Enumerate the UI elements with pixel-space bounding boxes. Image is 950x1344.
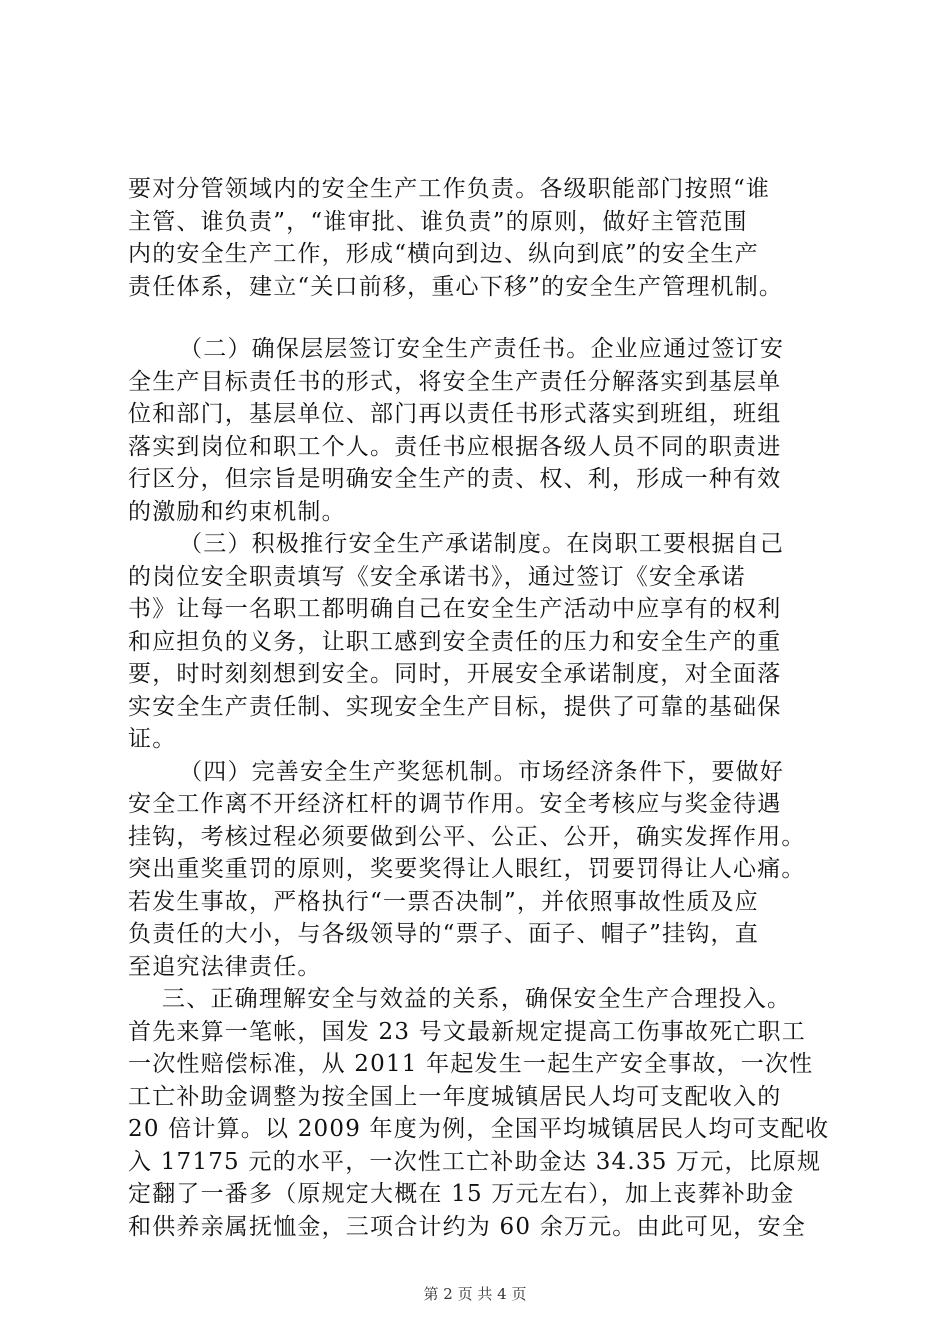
text-line: 实安全生产责任制、实现安全生产目标，提供了可靠的基础保 — [128, 693, 782, 720]
text-line: 和供养亲属抚恤金，三项合计约为 60 余万元。由此可见，安全 — [128, 1213, 806, 1240]
paragraph — [128, 333, 848, 528]
text-line: 书》让每一名职工都明确自己在安全生产活动中应享有的权利 — [128, 596, 782, 622]
text-line: 要，时时刻刻想到安全。同时，开展安全承诺制度，对全面落 — [128, 661, 782, 687]
text-line: 一次性赔偿标准，从 2011 年起发生一起生产安全事故，一次性 — [128, 1051, 814, 1077]
text-line: 行区分，但宗旨是明确安全生产的责、权、利，形成一种有效 — [128, 466, 782, 492]
paragraph — [128, 173, 848, 303]
text-line: 和应担负的义务，让职工感到安全责任的压力和安全生产的重 — [128, 628, 782, 655]
text-line: 首先来算一笔帐，国发 23 号文最新规定提高工伤事故死亡职工 — [128, 1018, 806, 1045]
text-line: 的岗位安全职责填写《安全承诺书》，通过签订《安全承诺 — [128, 563, 746, 590]
text-line: 位和部门，基层单位、部门再以责任书形式落实到班组，班组 — [128, 401, 782, 427]
text-line: 入 17175 元的水平，一次性工亡补助金达 34.35 万元，比原规 — [128, 1148, 822, 1175]
text-line: 三、正确理解安全与效益的关系，确保安全生产合理投入。 — [128, 986, 792, 1012]
text-line: 负责任的大小，与各级领导的“票子、面子、帽子”挂钩，直 — [128, 921, 759, 947]
text-line: 要对分管领域内的安全生产工作负责。各级职能部门按照“谁 — [128, 176, 771, 202]
paragraph-gap — [128, 303, 848, 333]
text-line: 工亡补助金调整为按全国上一年度城镇居民人均可支配收入的 — [128, 1083, 782, 1110]
text-line: 落实到岗位和职工个人。责任书应根据各级人员不同的职责进 — [128, 433, 782, 460]
text-line: 安全工作离不开经济杠杆的调节作用。安全考核应与奖金待遇 — [128, 791, 782, 817]
paragraph — [128, 983, 848, 1243]
text-line: 若发生事故，严格执行“一票否决制”，并依照事故性质及应 — [128, 888, 759, 915]
text-line: （二）确保层层签订安全生产责任书。企业应通过签订安 — [128, 336, 785, 362]
text-line: 20 倍计算。以 2009 年度为例，全国平均城镇居民人均可支配收 — [128, 1116, 830, 1142]
paragraph — [128, 528, 848, 756]
text-line: （三）积极推行安全生产承诺制度。在岗职工要根据自己 — [128, 531, 785, 557]
text-line: 突出重奖重罚的原则，奖要奖得让人眼红，罚要罚得让人心痛。 — [128, 856, 806, 882]
text-line: 内的安全生产工作，形成“横向到边、纵向到底”的安全生产 — [128, 241, 759, 267]
text-line: 主管、谁负责”，“谁审批、谁负责”的原则，做好主管范围 — [128, 208, 748, 235]
page-footer: 第 2 页 共 4 页 — [423, 1285, 527, 1303]
text-line: 定翻了一番多（原规定大概在 15 万元左右），加上丧葬补助金 — [128, 1181, 795, 1207]
text-line: 全生产目标责任书的形式，将安全生产责任分解落实到基层单 — [128, 368, 782, 395]
text-line: 至追究法律责任。 — [128, 953, 322, 980]
text-line: （四）完善安全生产奖惩机制。市场经济条件下，要做好 — [128, 758, 785, 785]
text-line: 挂钩，考核过程必须要做到公平、公正、公开，确实发挥作用。 — [128, 823, 806, 850]
text-line: 证。 — [128, 726, 177, 752]
text-line: 责任体系，建立“关口前移，重心下移”的安全生产管理机制。 — [128, 273, 784, 300]
text-line: 的激励和约束机制。 — [128, 498, 346, 525]
paragraph — [128, 756, 848, 984]
document-body — [128, 173, 848, 1243]
